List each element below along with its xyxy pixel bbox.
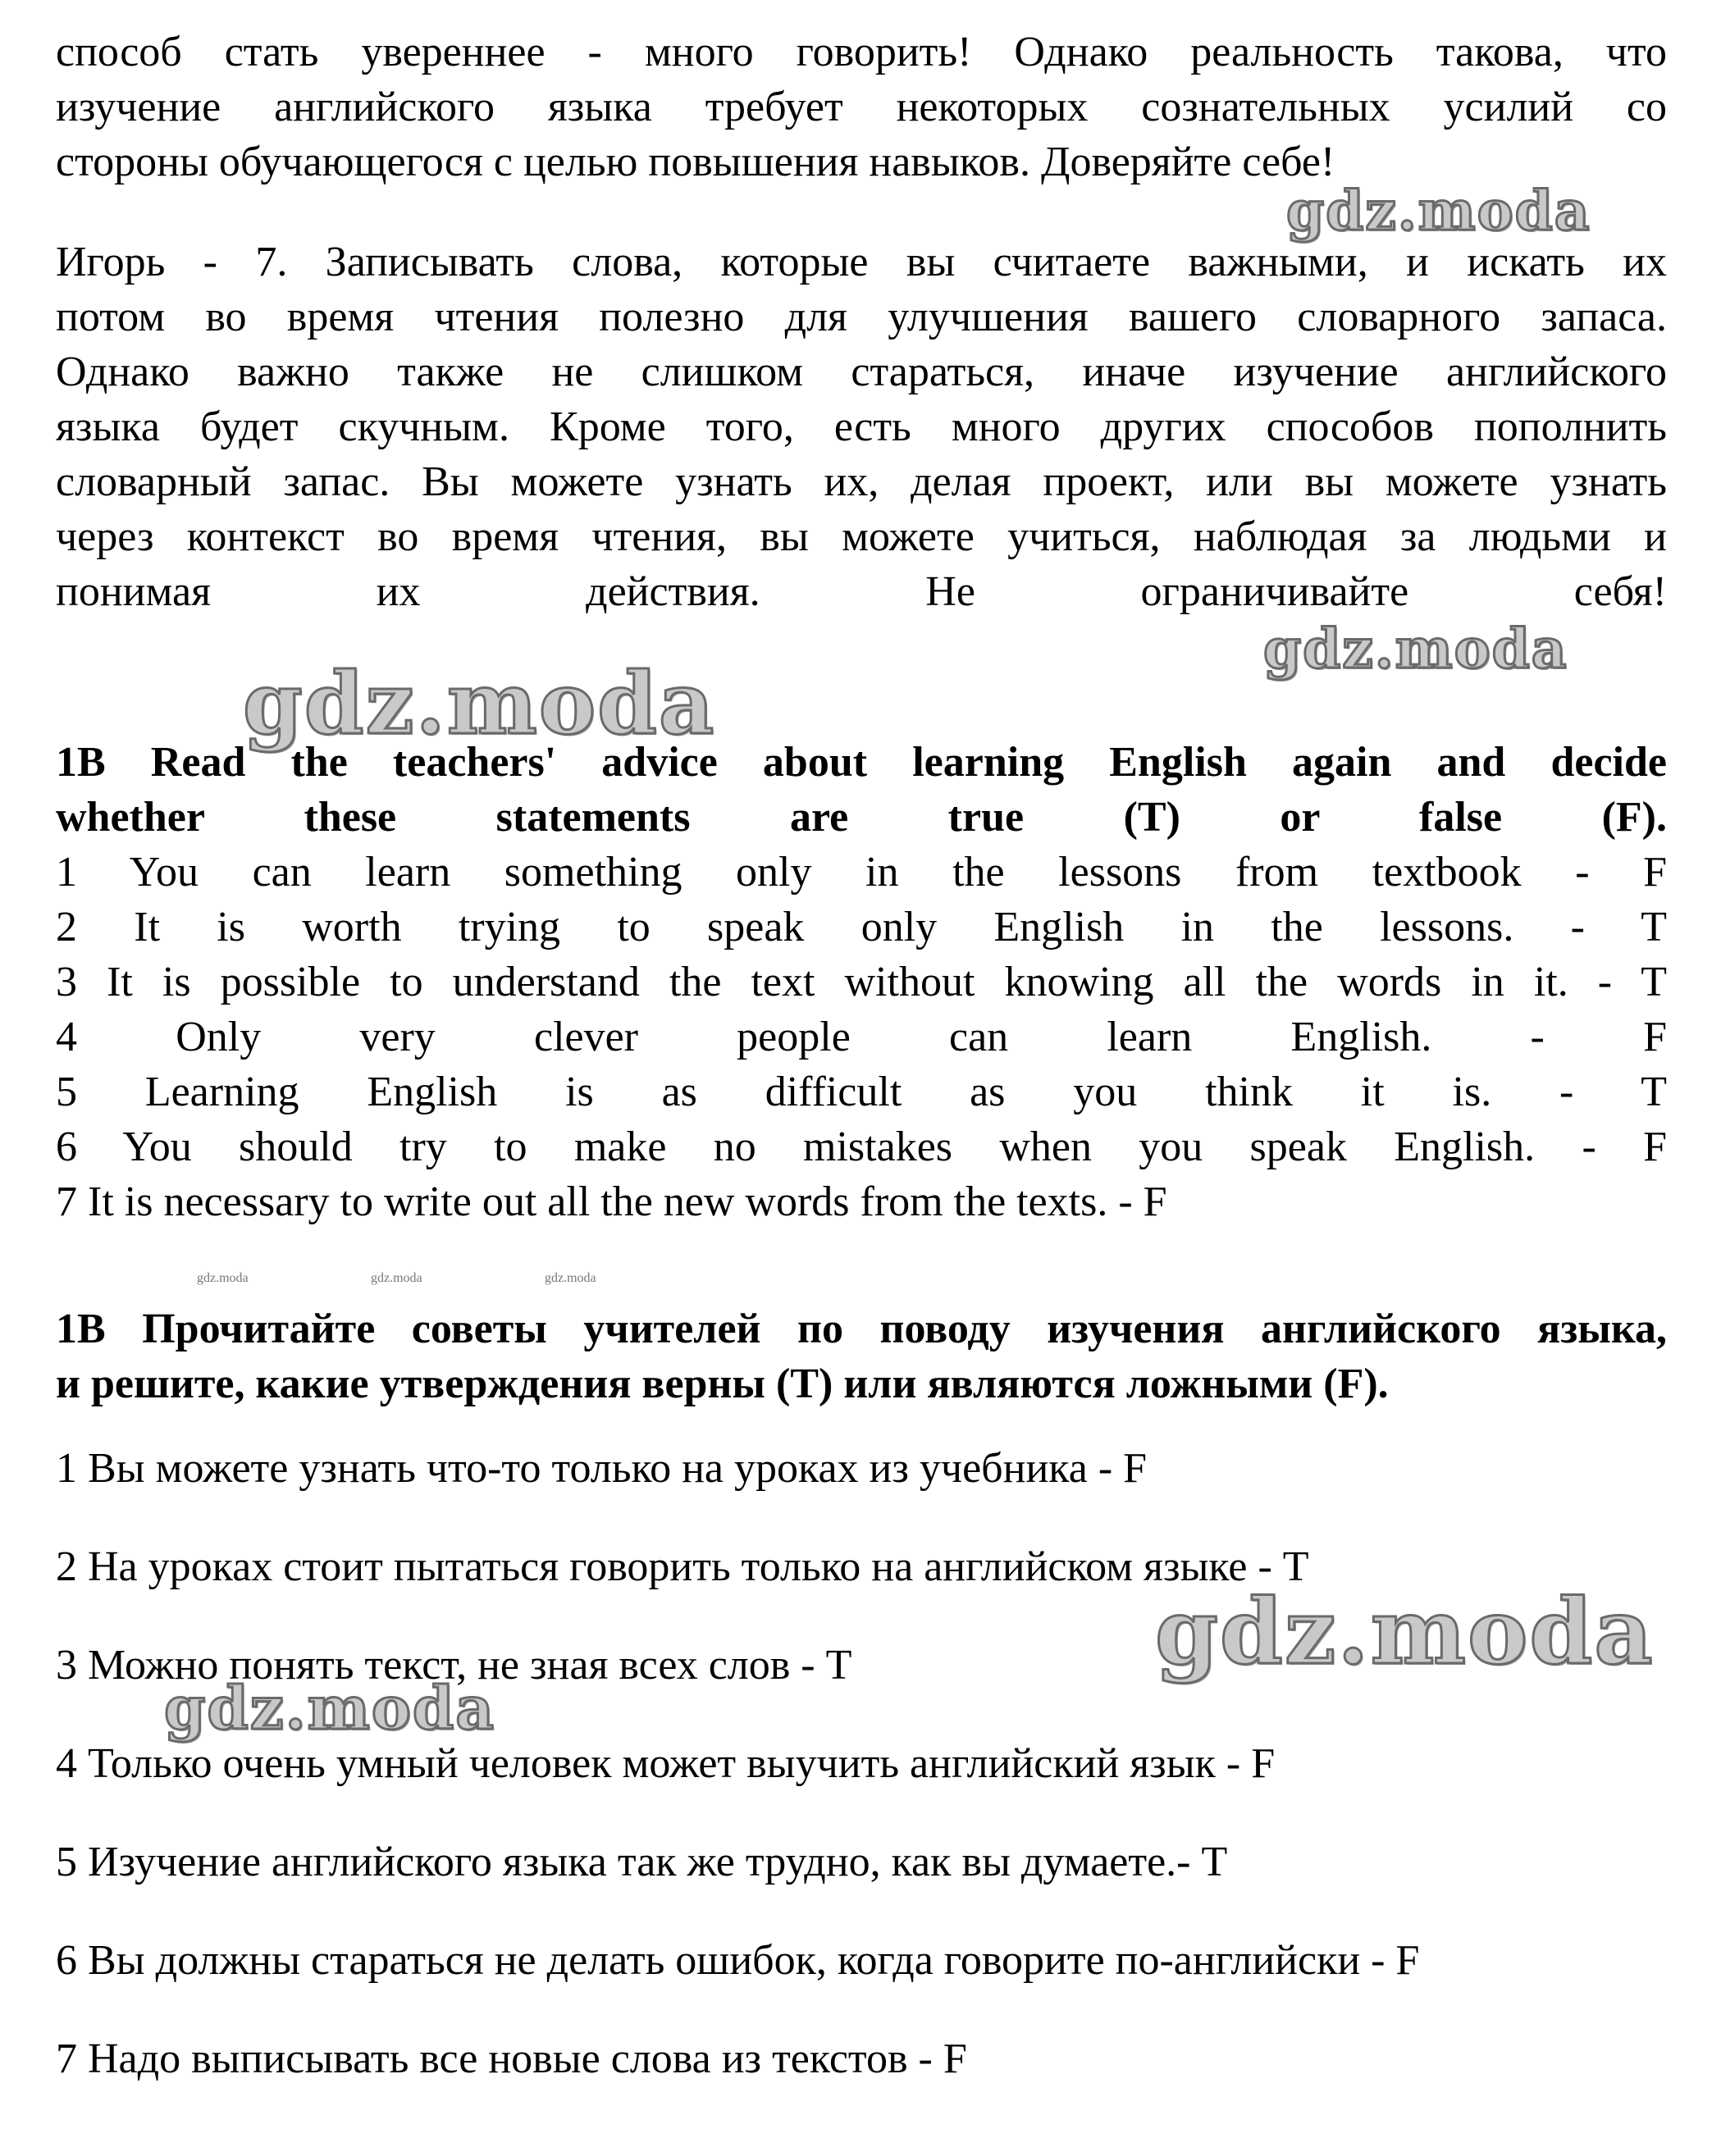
statement-item: 2 На уроках стоит пытаться говорить только на английском языке - T — [56, 1543, 1309, 1590]
watermark: gdz.moda — [1263, 617, 1568, 681]
statement-item: 7 Надо выписывать все новые слова из текстов - F — [56, 2035, 967, 2082]
statement-item: 4 Only very clever people can learn English. - F — [56, 1014, 1667, 1060]
statement-item: 6 Вы должны стараться не делать ошибок, когда говорите по-английски - F — [56, 1937, 1420, 1984]
statement-item: 1 Вы можете узнать что-то только на уроках из учебника - F — [56, 1445, 1148, 1492]
intro-paragraph — [56, 25, 1667, 189]
russian-task — [56, 1301, 1667, 1411]
watermark: gdz.moda — [197, 1271, 249, 1285]
task-heading-line: 1B Read the teachers' advice about learning English again and decide — [56, 739, 1667, 786]
text-line: языка будет скучным. Кроме того, есть много других способов пополнить — [56, 403, 1667, 450]
english-task — [56, 735, 1667, 1229]
watermark: gdz.moda — [545, 1271, 596, 1285]
watermark: gdz.moda — [1155, 1579, 1655, 1684]
text-line: словарный запас. Вы можете узнать их, делая проект, или вы можете узнать — [56, 458, 1667, 505]
text-line: через контекст во время чтения, вы можете учиться, наблюдая за людьми и — [56, 513, 1667, 560]
statement-item: 4 Только очень умный человек может выучить английский язык - F — [56, 1740, 1276, 1787]
text-line: способ стать увереннее - много говорить! Однако реальность такова, что — [56, 29, 1667, 75]
statement-item: 2 It is worth trying to speak only English in the lessons. - T — [56, 904, 1667, 950]
watermark: gdz.moda — [1286, 179, 1591, 243]
text-line: Однако важно также не слишком стараться, иначе изучение английского — [56, 349, 1667, 395]
watermark: gdz.moda — [243, 653, 716, 754]
text-line: изучение английского языка требует некоторых сознательных усилий со — [56, 84, 1667, 130]
text-line: понимая их действия. Не ограничивайте себя! — [56, 568, 1667, 615]
text-line: Игорь - 7. Записывать слова, которые вы считаете важными, и искать их — [56, 239, 1667, 285]
statement-item: 5 Изучение английского языка так же трудно, как вы думаете.- T — [56, 1839, 1228, 1885]
text-line: потом во время чтения полезно для улучшения вашего словарного запаса. — [56, 294, 1667, 340]
statement-item: 6 You should try to make no mistakes when you speak English. - F — [56, 1124, 1667, 1170]
statement-item: 1 You can learn something only in the lessons from textbook - F — [56, 849, 1667, 896]
task-heading-line: и решите, какие утверждения верны (T) или являются ложными (F). — [56, 1361, 1389, 1407]
statement-item: 3 It is possible to understand the text without knowing all the words in it. - T — [56, 959, 1667, 1005]
text-line: стороны обучающегося с целью повышения навыков. Доверяйте себе! — [56, 139, 1335, 185]
igor-paragraph — [56, 235, 1667, 619]
task-heading-line: whether these statements are true (T) or false (F). — [56, 794, 1667, 841]
watermark: gdz.moda — [371, 1271, 422, 1285]
task-heading-line: 1B Прочитайте советы учителей по поводу изучения английского языка, — [56, 1306, 1667, 1352]
statement-item: 7 It is necessary to write out all the new words from the texts. - F — [56, 1178, 1167, 1225]
statement-item: 3 Можно понять текст, не зная всех слов - T — [56, 1642, 852, 1689]
statement-item: 5 Learning English is as difficult as you think it is. - T — [56, 1069, 1667, 1115]
watermark: gdz.moda — [164, 1673, 495, 1743]
